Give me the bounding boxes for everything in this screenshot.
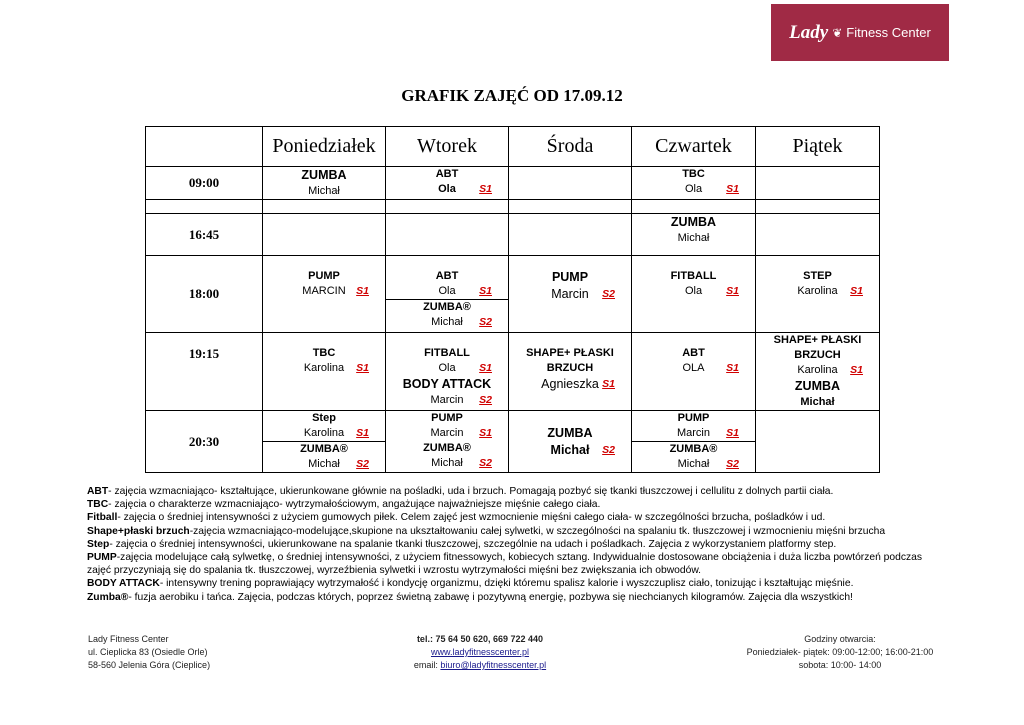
instructor: MARCIN S1: [302, 285, 369, 297]
instructor: Michał S2: [431, 316, 492, 328]
class-cell: [263, 411, 386, 473]
class-name: SHAPE+ PŁASKI: [526, 347, 614, 359]
footer-website-link[interactable]: www.ladyfitnesscenter.pl: [430, 647, 530, 657]
class-cell: [756, 256, 880, 333]
instructor: Marcin S1: [676, 427, 739, 439]
class-cell: [756, 333, 880, 411]
room-badge: S1: [356, 362, 369, 374]
class-descriptions: [87, 485, 947, 604]
instructor: Agnieszka S1: [541, 377, 615, 391]
class-cell-empty: [509, 167, 632, 200]
room-badge: S1: [850, 364, 863, 376]
day-header: Poniedziałek: [263, 127, 386, 167]
page-title: GRAFIK ZAJĘĆ OD 17.09.12: [401, 86, 623, 105]
time-cell: 16:45: [146, 214, 263, 256]
room-badge: S2: [479, 457, 492, 469]
room-badge: S2: [356, 458, 369, 470]
instructor: Michał: [677, 232, 710, 244]
day-header: Piątek: [756, 127, 880, 167]
room-badge: S1: [726, 427, 739, 439]
class-cell: [509, 333, 632, 411]
instructor: Michał: [800, 396, 835, 408]
class-name: PUMP: [551, 270, 589, 284]
class-cell: [263, 167, 386, 200]
instructor: Karolina S1: [797, 364, 863, 376]
instructor: Marcin S1: [430, 427, 492, 439]
row-1800: [146, 256, 880, 333]
brand-logo: [771, 4, 949, 61]
class-cell-empty: [509, 214, 632, 256]
description-item: Fitball- zajęcia o średniej intensywności z użyciem gumowych piłek. Celem zajęć jest wzmocnienie mięśni całego ciała- w szczególności brzucha, pośladków i ud.: [87, 512, 826, 524]
room-badge: S1: [479, 183, 492, 195]
schedule-table: [145, 126, 880, 473]
instructor: Ola S1: [684, 183, 739, 195]
class-cell: [509, 411, 632, 473]
class-name: ABT: [435, 168, 459, 180]
time-cell: 18:00: [146, 256, 263, 333]
day-header: Środa: [509, 127, 632, 167]
class-name: ZUMBA: [794, 379, 841, 393]
class-cell: [386, 333, 509, 411]
class-cell: [386, 256, 509, 333]
spacer-row: [146, 200, 880, 214]
class-cell-empty: [756, 214, 880, 256]
footer-email-link[interactable]: biuro@ladyfitnesscenter.pl: [440, 660, 547, 670]
class-cell: [632, 256, 756, 333]
class-name: ABT: [435, 270, 459, 282]
class-name: PUMP: [431, 412, 463, 424]
class-name: ABT: [682, 347, 705, 359]
class-cell: [632, 333, 756, 411]
logo-lady-text: Lady: [789, 21, 829, 43]
class-name: TBC: [682, 168, 705, 180]
class-cell-empty: [756, 411, 880, 473]
instructor: Michał S2: [308, 458, 369, 470]
class-cell-empty: [386, 214, 509, 256]
instructor: Karolina S1: [303, 427, 369, 439]
class-name-cont: BRZUCH: [794, 349, 841, 361]
room-badge: S1: [850, 285, 863, 297]
class-name: FITBALL: [424, 347, 470, 359]
description-item: TBC- zajęcia o charakterze wzmacniająco- wytrzymałościowym, angażujące najważniejsze mięśnie całego ciała.: [87, 499, 601, 511]
class-cell: [386, 167, 509, 200]
class-cell: [263, 333, 386, 411]
row-0900: [146, 167, 880, 200]
room-badge: S1: [356, 285, 369, 297]
footer-hours-weekday: Poniedziałek- piątek: 09:00-12:00; 16:00-21:00: [746, 647, 934, 657]
time-cell: 19:15: [146, 333, 263, 411]
footer-phone: tel.: 75 64 50 620, 669 722 440: [416, 634, 544, 644]
header-row: [146, 127, 880, 167]
logo-flower-icon: ❦: [832, 25, 843, 40]
room-badge: S2: [479, 394, 492, 406]
class-name: ZUMBA®: [263, 441, 385, 457]
description-item: PUMP-zajęcia modelujące całą sylwetkę, o średniej intensywności, z użyciem fitnessowych, kobiecych sztang. Indywidualnie dostosowane obciążenia i duża liczba powtórzeń podczas zajęć przyczyniają się do spalania tk. tłuszczowej, wyrzeźbienia sylwetki i wzrostu wytrzymałości mięśni bez zwiększania ich obwodów.: [87, 552, 923, 577]
footer-hours-saturday: sobota: 10:00- 14:00: [798, 660, 882, 670]
class-name: FITBALL: [670, 270, 717, 282]
class-name: ZUMBA: [301, 168, 347, 182]
footer-contact: [400, 633, 560, 672]
room-badge: S1: [726, 285, 739, 297]
instructor: Michał: [308, 185, 340, 197]
footer-address: [88, 633, 210, 672]
footer-hours: [740, 633, 940, 672]
class-name: TBC: [312, 347, 336, 359]
row-1915: [146, 333, 880, 411]
class-name: ZUMBA®: [632, 441, 755, 457]
room-badge: S1: [479, 285, 492, 297]
day-header: Czwartek: [632, 127, 756, 167]
class-cell: [386, 411, 509, 473]
instructor: Karolina S1: [797, 285, 863, 297]
class-cell: [509, 256, 632, 333]
room-badge: S2: [479, 316, 492, 328]
instructor: Marcin S2: [551, 287, 615, 301]
description-item: Zumba®- fuzja aerobiku i tańca. Zajęcia, podczas których, poprzez świetną zabawę i pozytywną energię, pozbywa się niechcianych kilogramów. Zajęcia dla wszystkich!: [87, 591, 853, 603]
class-cell-empty: [263, 214, 386, 256]
footer-hours-title: Godziny otwarcia:: [804, 634, 876, 644]
class-name: ZUMBA®: [386, 299, 508, 315]
description-item: Shape+płaski brzuch-zajęcia wzmacniająco-modelujące,skupione na ukształtowaniu całej sylwetki, w szczególności na spalaniu tk. tłuszczowej i wzmocnieniu mięśni brzucha: [87, 525, 886, 537]
room-badge: S1: [602, 378, 615, 390]
time-cell: 09:00: [146, 167, 263, 200]
instructor: Ola S1: [438, 183, 492, 195]
room-badge: S1: [479, 362, 492, 374]
room-badge: S1: [726, 362, 739, 374]
room-badge: S2: [602, 443, 615, 456]
instructor: Marcin S2: [430, 394, 492, 406]
footer-company: Lady Fitness Center: [88, 634, 169, 644]
class-name: PUMP: [677, 412, 710, 424]
instructor: OLA S1: [682, 362, 739, 374]
room-badge: S2: [726, 458, 739, 470]
description-item: BODY ATTACK- intensywny trening poprawiający wytrzymałość i kondycję organizmu, dzięki któremu spalisz kalorie i wyszczuplisz ciało, tonizując i kształtując mięśnie.: [87, 578, 854, 590]
class-name: BODY ATTACK: [402, 377, 492, 391]
class-name: ZUMBA®: [423, 442, 471, 454]
footer-city: 58-560 Jelenia Góra (Cieplice): [88, 660, 211, 670]
room-badge: S1: [479, 427, 492, 439]
instructor: Ola S1: [684, 285, 739, 297]
footer-street: ul. Cieplicka 83 (Osiedle Orle): [88, 647, 208, 657]
class-cell: [263, 256, 386, 333]
instructor: Karolina S1: [303, 362, 369, 374]
class-cell-empty: [756, 167, 880, 200]
class-name: STEP: [803, 270, 832, 282]
day-header: Wtorek: [386, 127, 509, 167]
logo-fitness-text: Fitness Center: [846, 25, 931, 40]
class-name: SHAPE+ PŁASKI: [773, 334, 862, 346]
class-name-cont: BRZUCH: [546, 362, 594, 374]
row-2030: [146, 411, 880, 473]
instructor: Michał S2: [431, 457, 492, 469]
time-cell: 20:30: [146, 411, 263, 473]
instructor: Michał S2: [677, 458, 739, 470]
class-cell: [632, 214, 756, 256]
instructor: Ola S1: [438, 362, 492, 374]
footer-email: email: biuro@ladyfitnesscenter.pl: [413, 660, 547, 670]
room-badge: S2: [602, 288, 615, 300]
class-cell: [632, 167, 756, 200]
description-item: Step- zajęcia o średniej intensywności, ukierunkowane na spalanie tkanki tłuszczowej, szczególnie na udach i pośladkach. Zajęcia z wykorzystaniem platformy step.: [87, 538, 837, 550]
room-badge: S1: [356, 427, 369, 439]
room-badge: S1: [726, 183, 739, 195]
row-1645: [146, 214, 880, 256]
description-item: ABT- zajęcia wzmacniająco- kształtujące, ukierunkowane głównie na pośladki, uda i brzuch. Pomagają pozbyć się tkanki tłuszczowej i cellulitu z dolnych partii ciała.: [87, 486, 834, 497]
class-name: ZUMBA: [670, 215, 717, 229]
instructor: Ola S1: [438, 285, 492, 297]
class-name: ZUMBA: [547, 425, 593, 440]
instructor: Michał S2: [550, 442, 615, 457]
corner-cell: [146, 127, 263, 167]
class-name: Step: [312, 412, 336, 424]
class-cell: [632, 411, 756, 473]
class-name: PUMP: [308, 270, 340, 282]
